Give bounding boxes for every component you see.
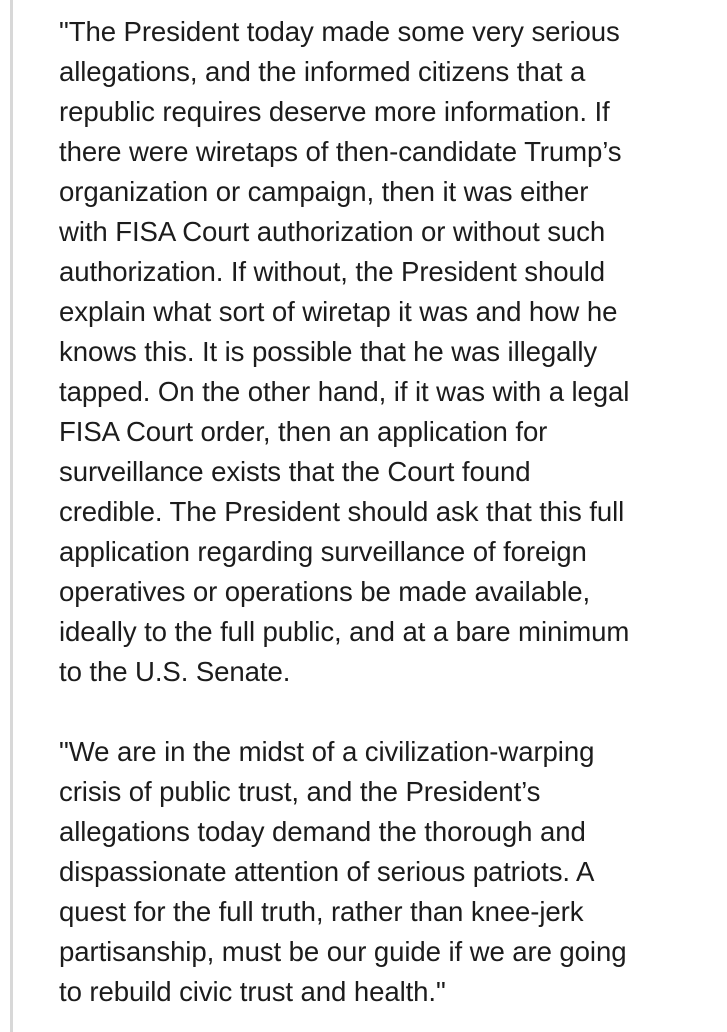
text-line: credible. The President should ask that this full	[59, 496, 625, 527]
text-line: surveillance exists that the Court found	[59, 456, 531, 487]
text-line: explain what sort of wiretap it was and how he	[59, 296, 618, 327]
text-line: dispassionate attention of serious patriots. A	[59, 856, 595, 887]
text-line: tapped. On the other hand, if it was with a legal	[59, 376, 630, 407]
statement-text	[59, 12, 727, 1012]
text-line: operatives or operations be made available,	[59, 576, 591, 607]
text-line: ideally to the full public, and at a bare minimum	[59, 616, 630, 647]
text-line: allegations, and the informed citizens that a	[59, 56, 586, 87]
text-line: republic requires deserve more information. If	[59, 96, 610, 127]
text-line: authorization. If without, the President should	[59, 256, 605, 287]
text-line: application regarding surveillance of foreign	[59, 536, 587, 567]
paragraph-2	[59, 732, 727, 1012]
text-line: to the U.S. Senate.	[59, 656, 291, 687]
text-line: crisis of public trust, and the President’s	[59, 776, 541, 807]
text-line: with FISA Court authorization or without such	[59, 216, 606, 247]
text-line: to rebuild civic trust and health."	[59, 976, 446, 1007]
paragraph-1	[59, 12, 727, 692]
text-line: "We are in the midst of a civilization-warping	[59, 736, 595, 767]
text-line: allegations today demand the thorough and	[59, 816, 586, 847]
left-border-rule	[10, 0, 13, 1032]
text-line: knows this. It is possible that he was illegally	[59, 336, 598, 367]
paragraph-gap	[59, 692, 727, 732]
text-line: FISA Court order, then an application for	[59, 416, 548, 447]
text-line: "The President today made some very serious	[59, 16, 620, 47]
text-line: there were wiretaps of then-candidate Trump’s	[59, 136, 622, 167]
text-line: organization or campaign, then it was either	[59, 176, 589, 207]
text-line: quest for the full truth, rather than knee-jerk	[59, 896, 584, 927]
text-line: partisanship, must be our guide if we are going	[59, 936, 627, 967]
